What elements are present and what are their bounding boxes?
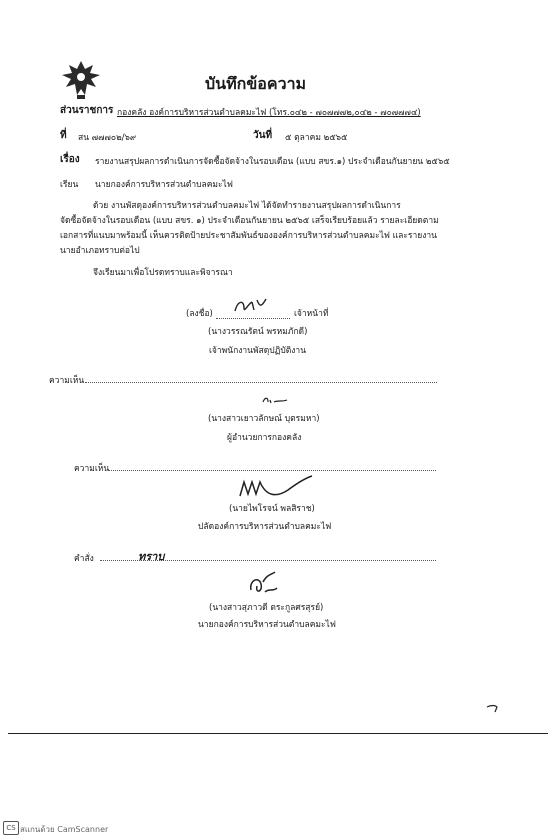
director-name: (นางสาวเยาวลักษณ์ บุตรมหา) [208,414,320,424]
page-mark [485,703,499,713]
opinion-label: ความเห็น [74,464,110,474]
subject-label: เรื่อง [60,154,80,165]
body-line: นายอำเภอทราบต่อไป [60,246,140,256]
garuda-emblem-icon [58,57,104,103]
date-value: ๕ ตุลาคม ๒๕๖๕ [285,133,348,143]
dept-value: กองคลัง องค์การบริหารส่วนตำบลคมะไฟ (โทร.๐๔๒ - ๗๐๗๗๗๒,๐๔๒ - ๗๐๗๗๗๔) [117,108,421,118]
memo-title: บันทึกข้อความ [205,74,307,93]
order-label: คำสั่ง [74,554,94,564]
officer-name: (นางวรรณรัตน์ พรหมภักดี) [208,327,308,337]
order-value: ทราบ [138,550,165,563]
opinion-line [85,382,437,383]
officer-signature [232,296,274,316]
body-line: ด้วย งานพัสดุองค์การบริหารส่วนตำบลคมะไฟ ได้จัดทำรายงานสรุปผลการดำเนินการ [93,201,401,211]
to-value: นายกองค์การบริหารส่วนตำบลคมะไฟ [95,180,233,190]
camscanner-icon: CS [3,821,19,835]
mayor-position: นายกองค์การบริหารส่วนตำบลคมะไฟ [198,620,336,630]
scanner-footer-text: สแกนด้วย CamScanner [20,825,109,834]
director-signature [260,394,290,406]
mayor-name: (นางสาวสุภาวดี ตระกูลศรสุรย์) [209,603,324,613]
deputy-signature [236,472,316,502]
subject-value: รายงานสรุปผลการดำเนินการจัดซื้อจัดจ้างในรอบเดือน (แบบ สขร.๑) ประจำเดือนกันยายน ๒๕๖๕ [95,157,450,167]
date-label: วันที่ [253,130,273,141]
ref-value: สน ๗๗๗๐๒/๖๙ [78,133,137,143]
deputy-position: ปลัดองค์การบริหารส่วนตำบลคมะไฟ [198,522,332,532]
ref-label: ที่ [60,130,67,141]
dept-label: ส่วนราชการ [60,105,114,116]
director-position: ผู้อำนวยการกองคลัง [227,433,302,443]
bottom-rule [8,733,548,734]
body-line: จัดซื้อจัดจ้างในรอบเดือน (แบบ สขร. ๑) ประจำเดือนกันยายน ๒๕๖๕ เสร็จเรียบร้อยแล้ว รายละเอียดตาม [60,216,439,226]
mayor-signature [245,570,281,598]
opinion-label: ความเห็น [49,376,85,386]
to-label: เรียน [60,180,79,190]
signature-line [216,318,290,319]
officer-position: เจ้าพนักงานพัสดุปฏิบัติงาน [209,346,307,356]
opinion-line [108,470,436,471]
deputy-name: (นายไพโรจน์ พลสิราช) [229,504,315,514]
body-line: เอกสารที่แนบมาพร้อมนี้ เห็นควรติดป้ายประชาสัมพันธ์ขององค์การบริหารส่วนตำบลคมะไฟ และรายงาน [60,231,437,241]
closing-text: จึงเรียนมาเพื่อโปรดทราบและพิจารณา [93,268,233,278]
sign-prefix: (ลงชื่อ) [186,309,213,319]
sign-suffix: เจ้าหน้าที่ [294,309,329,319]
